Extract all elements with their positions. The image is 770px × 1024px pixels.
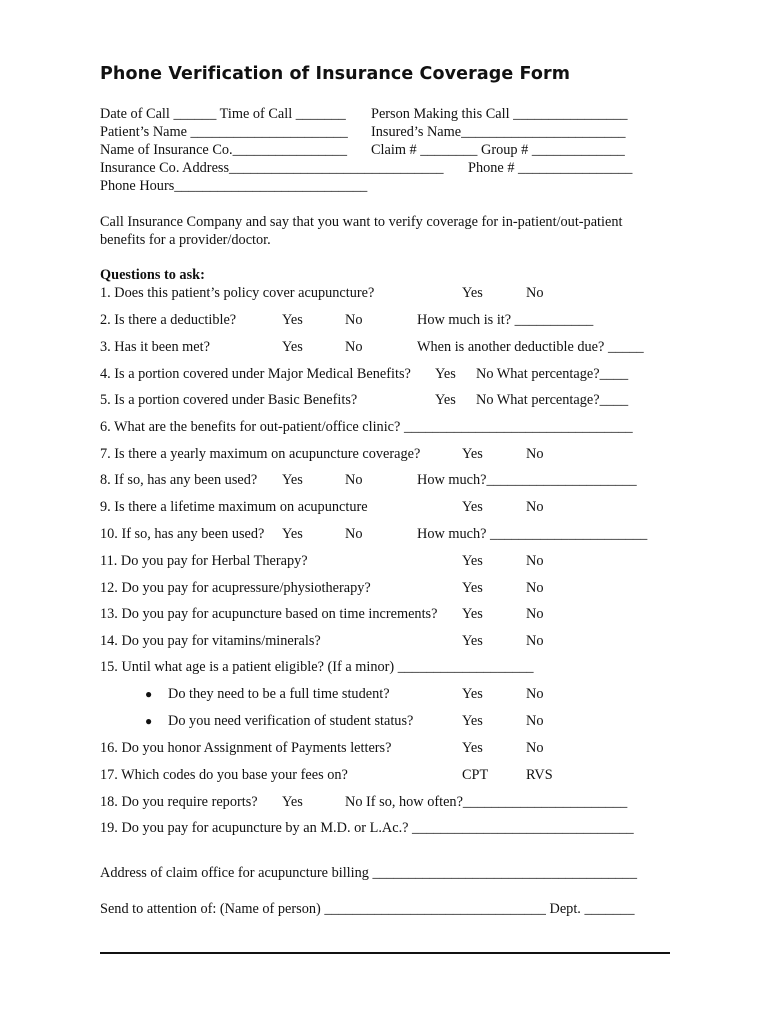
date-time-call-field[interactable]: Date of Call ______ Time of Call _______ bbox=[100, 106, 346, 122]
question-1: 1. Does this patient’s policy cover acupuncture? bbox=[100, 285, 375, 301]
yes-option[interactable]: Yes bbox=[462, 499, 483, 515]
question-14: 14. Do you pay for vitamins/minerals? bbox=[100, 633, 321, 649]
question-15b: Do you need verification of student status? bbox=[168, 713, 414, 729]
no-option[interactable]: No bbox=[526, 606, 544, 622]
deductible-amount-field[interactable]: How much is it? ___________ bbox=[417, 312, 594, 328]
insurance-address-field[interactable]: Insurance Co. Address______________________________ bbox=[100, 160, 444, 176]
question-5: 5. Is a portion covered under Basic Benefits? bbox=[100, 392, 358, 408]
yes-option[interactable]: Yes bbox=[462, 713, 483, 729]
yes-option[interactable]: Yes bbox=[462, 740, 483, 756]
phone-hours-field[interactable]: Phone Hours___________________________ bbox=[100, 178, 368, 194]
phone-field[interactable]: Phone # ________________ bbox=[468, 160, 633, 176]
question-12: 12. Do you pay for acupressure/physiotherapy? bbox=[100, 580, 371, 596]
yes-option[interactable]: Yes bbox=[462, 580, 483, 596]
how-much-field[interactable]: How much?_____________________ bbox=[417, 472, 637, 488]
question-15a: Do they need to be a full time student? bbox=[168, 686, 390, 702]
send-attention-field[interactable]: Send to attention of: (Name of person) _______________________________ Dept. _______ bbox=[100, 901, 635, 917]
claim-group-field[interactable]: Claim # ________ Group # _____________ bbox=[371, 142, 625, 158]
question-18: 18. Do you require reports? bbox=[100, 794, 258, 810]
yes-option[interactable]: Yes bbox=[282, 794, 303, 810]
no-option[interactable]: No bbox=[345, 339, 363, 355]
bullet-icon: ● bbox=[145, 687, 153, 701]
no-option[interactable]: No bbox=[526, 580, 544, 596]
question-15[interactable]: 15. Until what age is a patient eligible? (If a minor) ___________________ bbox=[100, 659, 534, 675]
form-title: Phone Verification of Insurance Coverage Form bbox=[100, 64, 571, 84]
question-4: 4. Is a portion covered under Major Medical Benefits? bbox=[100, 366, 411, 382]
no-option[interactable]: No bbox=[526, 499, 544, 515]
insurance-co-field[interactable]: Name of Insurance Co.________________ bbox=[100, 142, 347, 158]
person-making-call-field[interactable]: Person Making this Call ________________ bbox=[371, 106, 628, 122]
yes-option[interactable]: Yes bbox=[282, 312, 303, 328]
no-option[interactable]: No bbox=[526, 446, 544, 462]
question-10: 10. If so, has any been used? bbox=[100, 526, 265, 542]
no-option[interactable]: No bbox=[526, 285, 544, 301]
yes-option[interactable]: Yes bbox=[435, 366, 456, 382]
no-option[interactable]: No bbox=[526, 740, 544, 756]
no-percentage-field[interactable]: No What percentage?____ bbox=[476, 392, 629, 408]
intro-text: Call Insurance Company and say that you want to verify coverage for in-patient/out-patient bbox=[100, 214, 623, 230]
question-19[interactable]: 19. Do you pay for acupuncture by an M.D. or L.Ac.? _______________________________ bbox=[100, 820, 634, 836]
question-3: 3. Has it been met? bbox=[100, 339, 210, 355]
yes-option[interactable]: Yes bbox=[462, 553, 483, 569]
yes-option[interactable]: Yes bbox=[435, 392, 456, 408]
yes-option[interactable]: Yes bbox=[462, 285, 483, 301]
question-7: 7. Is there a yearly maximum on acupuncture coverage? bbox=[100, 446, 421, 462]
no-option[interactable]: No bbox=[345, 312, 363, 328]
yes-option[interactable]: Yes bbox=[462, 606, 483, 622]
questions-heading: Questions to ask: bbox=[100, 267, 205, 283]
yes-option[interactable]: Yes bbox=[462, 686, 483, 702]
no-option[interactable]: No bbox=[526, 553, 544, 569]
rvs-option[interactable]: RVS bbox=[526, 767, 553, 783]
intro-text: benefits for a provider/doctor. bbox=[100, 232, 271, 248]
question-13: 13. Do you pay for acupuncture based on time increments? bbox=[100, 606, 438, 622]
yes-option[interactable]: Yes bbox=[462, 633, 483, 649]
no-option[interactable]: No bbox=[526, 633, 544, 649]
yes-option[interactable]: Yes bbox=[282, 472, 303, 488]
yes-option[interactable]: Yes bbox=[282, 526, 303, 542]
bottom-divider bbox=[100, 952, 670, 954]
insureds-name-field[interactable]: Insured’s Name_______________________ bbox=[371, 124, 626, 140]
yes-option[interactable]: Yes bbox=[462, 446, 483, 462]
question-6[interactable]: 6. What are the benefits for out-patient/office clinic? ________________________________ bbox=[100, 419, 633, 435]
no-option[interactable]: No bbox=[526, 686, 544, 702]
question-16: 16. Do you honor Assignment of Payments letters? bbox=[100, 740, 392, 756]
no-option[interactable]: No bbox=[526, 713, 544, 729]
no-option[interactable]: No bbox=[345, 526, 363, 542]
question-8: 8. If so, has any been used? bbox=[100, 472, 258, 488]
how-much-field[interactable]: How much? ______________________ bbox=[417, 526, 648, 542]
claim-office-address-field[interactable]: Address of claim office for acupuncture billing _____________________________________ bbox=[100, 865, 637, 881]
no-percentage-field[interactable]: No What percentage?____ bbox=[476, 366, 629, 382]
question-9: 9. Is there a lifetime maximum on acupuncture bbox=[100, 499, 368, 515]
no-option[interactable]: No bbox=[345, 472, 363, 488]
no-how-often-field[interactable]: No If so, how often?_______________________ bbox=[345, 794, 628, 810]
yes-option[interactable]: Yes bbox=[282, 339, 303, 355]
bullet-icon: ● bbox=[145, 714, 153, 728]
patients-name-field[interactable]: Patient’s Name ______________________ bbox=[100, 124, 348, 140]
cpt-option[interactable]: CPT bbox=[462, 767, 489, 783]
deductible-due-field[interactable]: When is another deductible due? _____ bbox=[417, 339, 644, 355]
question-11: 11. Do you pay for Herbal Therapy? bbox=[100, 553, 308, 569]
question-17: 17. Which codes do you base your fees on? bbox=[100, 767, 348, 783]
question-2: 2. Is there a deductible? bbox=[100, 312, 237, 328]
